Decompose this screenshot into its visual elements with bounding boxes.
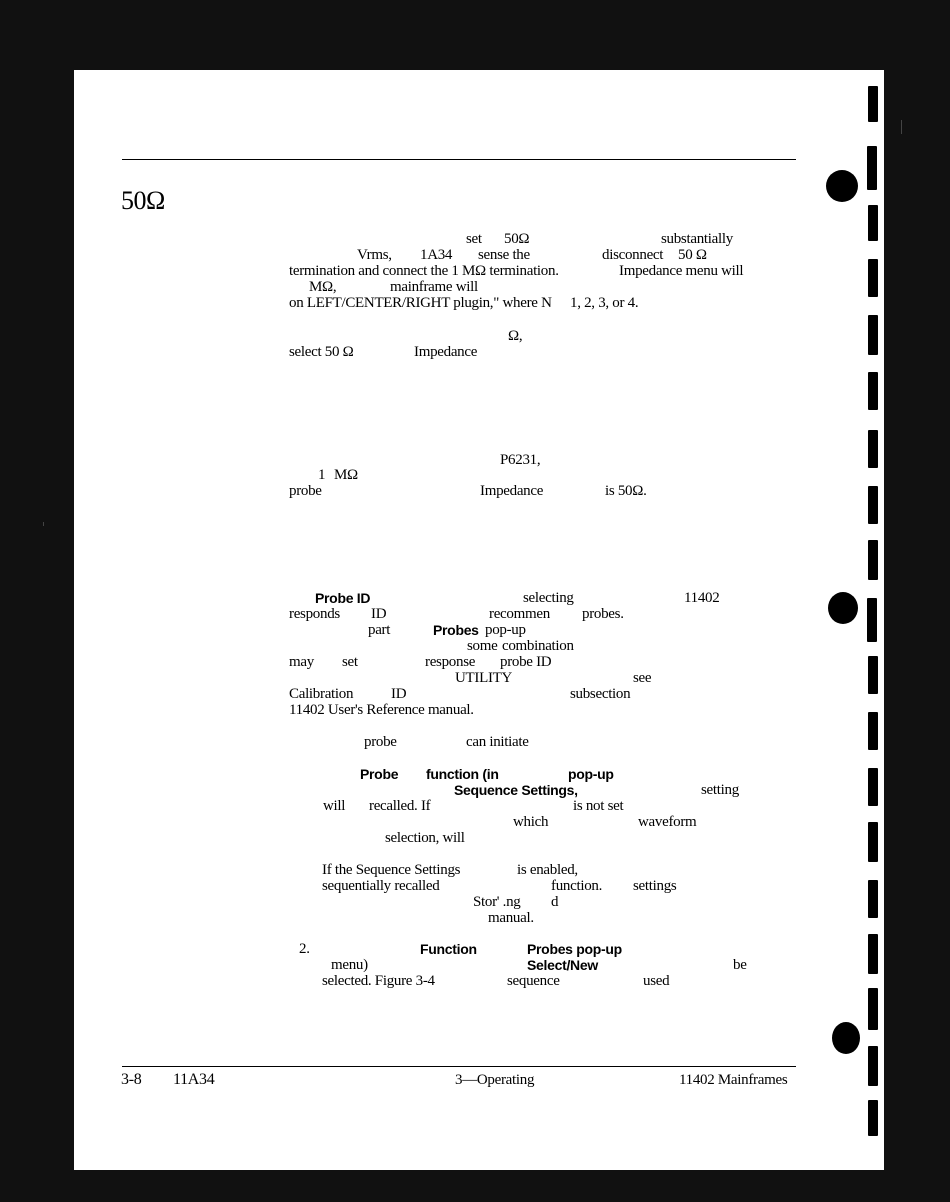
text-fragment: Probes pop-up [527, 941, 622, 957]
text-fragment: set [342, 654, 358, 670]
text-fragment: is enabled, [517, 862, 578, 878]
text-fragment: Stor' .ng [473, 894, 521, 910]
text-fragment: menu) [331, 957, 368, 973]
edge-tab-mark [867, 598, 877, 642]
edge-tab-mark [868, 86, 878, 122]
text-fragment: 1 [318, 467, 326, 483]
text-fragment: Probe ID [315, 590, 371, 606]
footer-page-number: 3-8 [121, 1071, 142, 1088]
text-fragment: 11402 [684, 590, 720, 606]
text-fragment: may [289, 654, 314, 670]
text-fragment: pop-up [485, 622, 526, 638]
text-fragment: recommen [489, 606, 550, 622]
text-fragment: ID [391, 686, 407, 702]
scan-speck [901, 120, 902, 134]
text-fragment: can initiate [466, 734, 529, 750]
text-fragment: disconnect [602, 247, 664, 263]
text-fragment: substantially [661, 231, 733, 247]
text-fragment: settings [633, 878, 677, 894]
text-fragment: used [643, 973, 670, 989]
text-fragment: manual. [488, 910, 534, 926]
scan-speck [43, 522, 44, 526]
text-fragment: see [633, 670, 652, 686]
text-fragment: selected. Figure 3-4 [322, 973, 435, 989]
text-fragment: Calibration [289, 686, 354, 702]
text-fragment: pop-up [568, 766, 614, 782]
edge-tab-mark [868, 712, 878, 750]
edge-tab-mark [868, 430, 878, 468]
text-fragment: Function [420, 941, 477, 957]
text-fragment: Impedance [480, 483, 544, 499]
text-fragment: which [513, 814, 549, 830]
text-fragment: If the Sequence Settings [322, 862, 461, 878]
text-fragment: sense the [478, 247, 530, 263]
text-fragment: part [368, 622, 391, 638]
text-fragment: 11402 User's Reference manual. [289, 702, 474, 718]
edge-tab-mark [868, 822, 878, 862]
text-fragment: UTILITY [455, 670, 513, 686]
edge-tab-mark [868, 372, 878, 410]
text-fragment: Impedance menu will [619, 263, 744, 279]
text-fragment: Ω, [508, 328, 523, 344]
text-fragment: response [425, 654, 476, 670]
text-fragment: on LEFT/CENTER/RIGHT plugin," where N [289, 295, 552, 311]
text-fragment: select 50 Ω [289, 344, 354, 360]
text-fragment: combination [502, 638, 574, 654]
edge-tab-mark [868, 988, 878, 1030]
text-fragment: 50Ω [504, 231, 530, 247]
text-fragment: waveform [638, 814, 697, 830]
edge-tab-mark [868, 1100, 878, 1136]
binding-hole-middle [828, 592, 858, 624]
binding-hole-bottom [832, 1022, 860, 1054]
text-fragment: Impedance [414, 344, 478, 360]
footer-product: 11A34 [173, 1071, 215, 1088]
footer-section: 3—Operating [455, 1072, 535, 1088]
edge-tab-mark [868, 880, 878, 918]
edge-tab-mark [867, 146, 877, 190]
text-fragment: Vrms, [357, 247, 392, 263]
edge-tab-mark [868, 315, 878, 355]
text-fragment: some [467, 638, 498, 654]
text-fragment: ID [371, 606, 387, 622]
text-fragment: recalled. If [369, 798, 431, 814]
text-fragment: is not set [573, 798, 624, 814]
edge-tab-mark [868, 486, 878, 524]
text-fragment: 2. [299, 941, 310, 957]
text-fragment: function. [551, 878, 603, 894]
text-fragment: 1A34 [420, 247, 453, 263]
footer-rule [122, 1066, 796, 1067]
text-fragment: will [323, 798, 346, 814]
edge-tab-mark [868, 656, 878, 694]
text-fragment: function (in [426, 766, 499, 782]
text-fragment: 1, 2, 3, or 4. [570, 295, 639, 311]
text-fragment: selection, will [385, 830, 465, 846]
text-fragment: MΩ [334, 467, 358, 483]
edge-tab-mark [868, 540, 878, 580]
text-fragment: probe [364, 734, 397, 750]
footer-mainframe: 11402 Mainframes [679, 1072, 788, 1088]
text-fragment: be [733, 957, 747, 973]
text-fragment: is 50Ω. [605, 483, 647, 499]
text-fragment: probes. [582, 606, 624, 622]
edge-tab-mark [868, 768, 878, 806]
text-fragment: responds [289, 606, 340, 622]
edge-tab-mark [868, 1046, 878, 1086]
text-fragment: d [551, 894, 559, 910]
text-fragment: probe [289, 483, 322, 499]
text-fragment: probe ID [500, 654, 552, 670]
text-fragment: set [466, 231, 482, 247]
text-fragment: Sequence Settings, [454, 782, 578, 798]
text-fragment: subsection [570, 686, 631, 702]
text-fragment: termination and connect the 1 MΩ termination. [289, 263, 559, 279]
header-rule [122, 159, 796, 160]
text-fragment: Probe [360, 766, 399, 782]
text-fragment: MΩ, [309, 279, 337, 295]
binding-hole-top [826, 170, 858, 202]
text-fragment: sequentially recalled [322, 878, 440, 894]
edge-tab-mark [868, 259, 878, 297]
text-fragment: Probes [433, 622, 479, 638]
text-fragment: 50 Ω [678, 247, 707, 263]
text-fragment: mainframe will [390, 279, 478, 295]
section-heading: 50Ω [121, 186, 165, 215]
text-fragment: P6231, [500, 452, 541, 468]
edge-tab-mark [868, 205, 878, 241]
text-fragment: Select/New [527, 957, 598, 973]
edge-tab-mark [868, 934, 878, 974]
text-fragment: sequence [507, 973, 560, 989]
text-fragment: setting [701, 782, 739, 798]
text-fragment: selecting [523, 590, 574, 606]
